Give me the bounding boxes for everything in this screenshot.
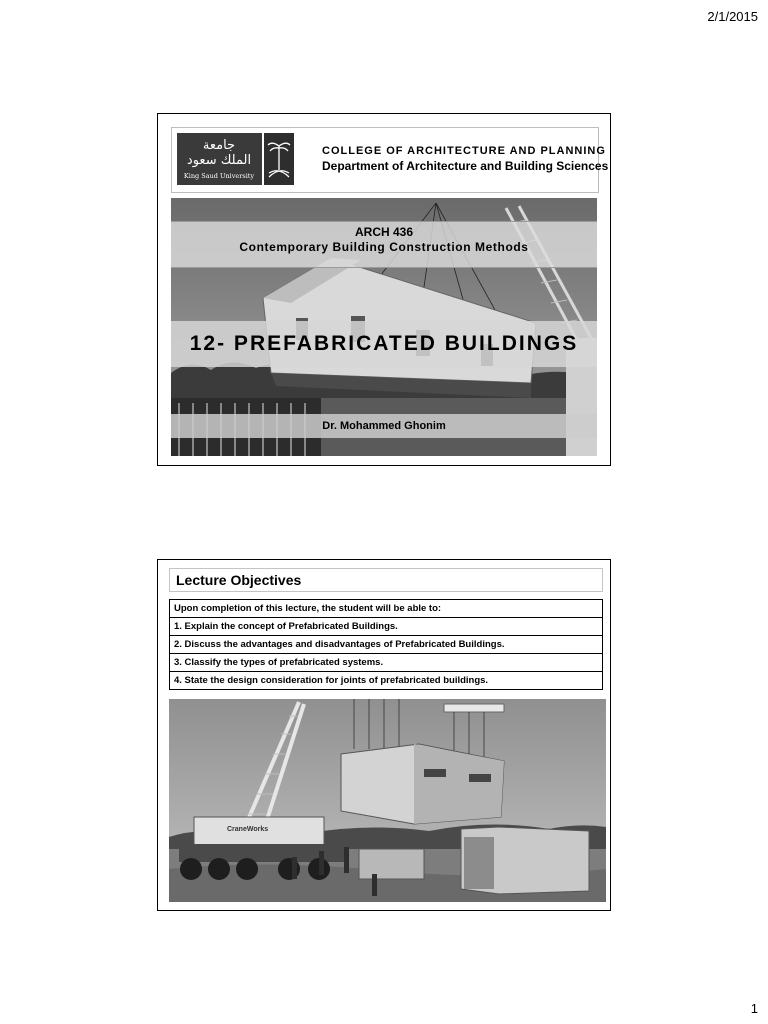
title-slide — [157, 113, 611, 466]
logo-english-name: King Saud University — [183, 172, 255, 180]
author-name: Dr. Mohammed Ghonim — [322, 420, 446, 432]
table-row — [170, 672, 603, 690]
lecture-title-band — [171, 321, 597, 367]
table-row — [170, 600, 603, 618]
objective-item: 2. Discuss the advantages and disadvantages of Prefabricated Buildings. — [170, 636, 603, 654]
objective-item: 3. Classify the types of prefabricated systems. — [170, 654, 603, 672]
college-title: COLLEGE OF ARCHITECTURE AND PLANNING — [322, 145, 606, 157]
page-date: 2/1/2015 — [707, 9, 758, 24]
objectives-heading-box — [169, 568, 603, 592]
objective-item: 1. Explain the concept of Prefabricated Buildings. — [170, 618, 603, 636]
king-saud-university-logo — [172, 128, 297, 192]
table-row — [170, 636, 603, 654]
objectives-heading: Lecture Objectives — [176, 572, 302, 588]
crane-site-photo — [169, 699, 606, 902]
objective-intro: Upon completion of this lecture, the student will be able to: — [170, 600, 603, 618]
course-code: ARCH 436 — [354, 225, 414, 239]
course-info-band — [171, 221, 597, 268]
author-band — [171, 414, 597, 438]
course-name: Contemporary Building Construction Methods — [239, 240, 529, 254]
objectives-table — [169, 599, 603, 690]
slide-header — [171, 127, 609, 193]
table-row — [170, 618, 603, 636]
page-number: 1 — [750, 1001, 758, 1016]
objectives-slide — [157, 559, 611, 911]
logo-arabic-line1: جامعة — [202, 138, 236, 153]
department-title: Department of Architecture and Building Sciences — [322, 159, 609, 173]
lecture-title: 12- PREFABRICATED BUILDINGS — [189, 332, 579, 355]
logo-arabic-line2: الملك سعود — [186, 153, 252, 168]
table-row — [170, 654, 603, 672]
objective-item: 4. State the design consideration for joints of prefabricated buildings. — [170, 672, 603, 690]
crane-brand-label: CraneWorks — [227, 826, 269, 833]
